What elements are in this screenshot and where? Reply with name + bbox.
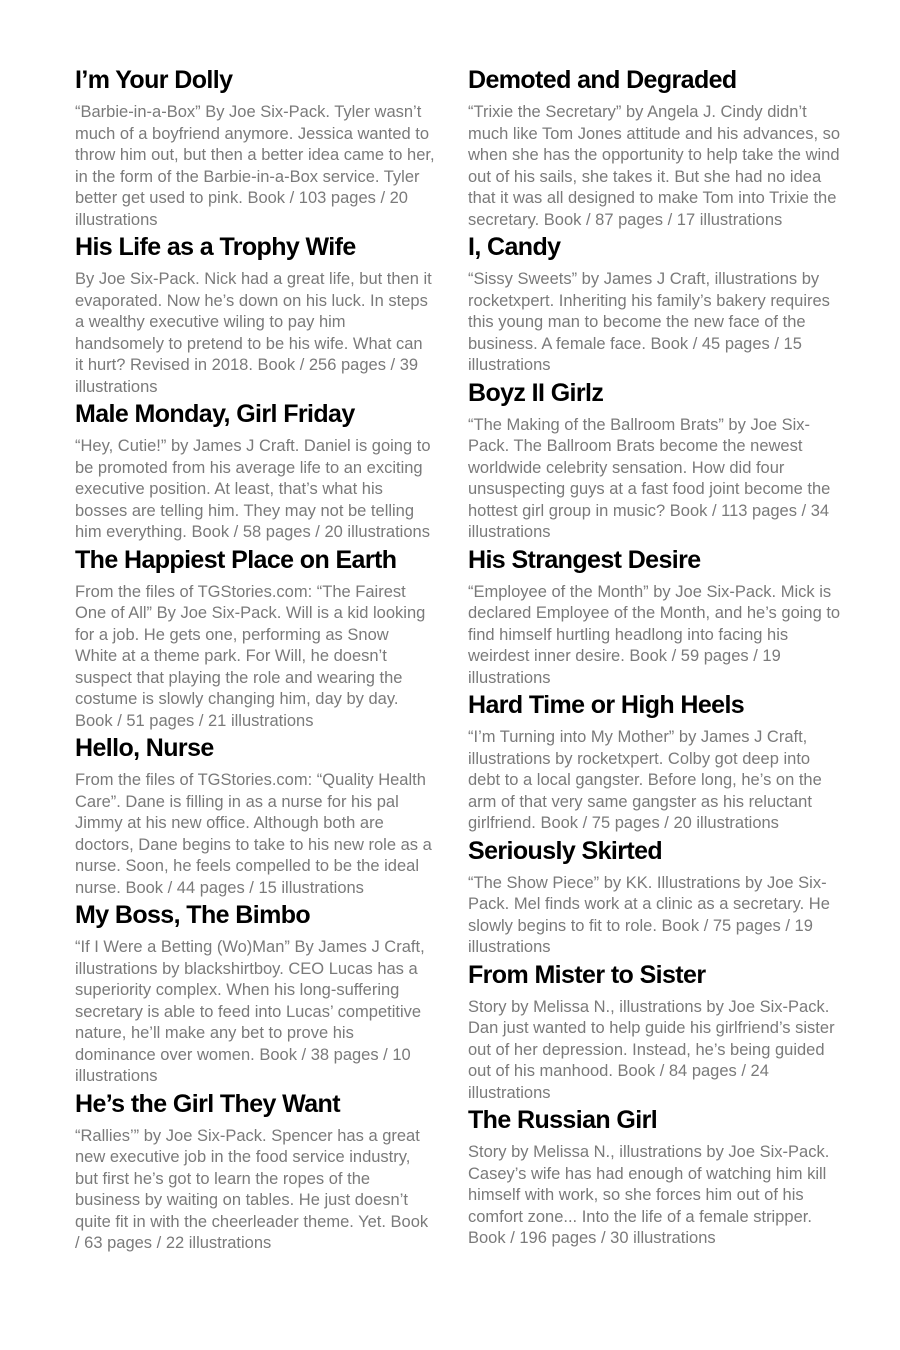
book-title: Male Monday, Girl Friday xyxy=(75,400,355,428)
book-title: The Happiest Place on Earth xyxy=(75,545,397,574)
book-listing xyxy=(75,1090,435,1255)
book-title: Hard Time or High Heels xyxy=(468,691,745,719)
book-description: “Hey, Cutie!” by James J Craft. Daniel is going to be promoted from his average life to an exciting executive position. At least, that’s what his bosses are telling him. They may not be telling him everything. Book / 58 pages / 20 illustrations xyxy=(75,437,431,541)
column-left xyxy=(75,66,435,1257)
book-title: Boyz II Girlz xyxy=(468,378,604,407)
book-description: “The Making of the Ballroom Brats” by Joe Six-Pack. The Ballroom Brats become the newest worldwide celebrity sensation. How did four unsuspecting guys at a fast food joint become the hottest girl group in music? Book / 113 pages / 34 illustrations xyxy=(468,415,831,541)
book-title: Seriously Skirted xyxy=(468,836,663,865)
book-listing xyxy=(75,400,435,544)
book-description: “If I Were a Betting (Wo)Man” By James J Craft, illustrations by blackshirtboy. CEO Lucas has a superiority complex. When his long-suffering secretary is able to feed into Lucas’ competitive nature, he’ll make any bet to prove his dominance over women. Book / 38 pages / 10 illustrations xyxy=(75,938,425,1085)
book-description: “Rallies’” by Joe Six-Pack. Spencer has a great new executive job in the food service industry, but first he’s got to learn the ropes of the business by waiting on tables. He just doesn’t quite fit in with the cheerleader theme. Yet. Book / 63 pages / 22 illustrations xyxy=(75,1126,429,1252)
book-description: “Employee of the Month” by Joe Six-Pack. Mick is declared Employee of the Month, and he’s going to find himself hurtling headlong into facing his weirdest inner desire. Book / 59 pages / 19 illustrations xyxy=(468,582,841,687)
book-listing xyxy=(468,837,845,959)
book-listing xyxy=(75,546,435,733)
book-description: “Barbie-in-a-Box” By Joe Six-Pack. Tyler wasn’t much of a boyfriend anymore. Jessica wanted to throw him out, but then a better idea came to her, in the form of the Barbie-in-a-Box service. Tyler better get used to pink. Book / 103 pages / 20 illustrations xyxy=(75,103,435,229)
book-listing xyxy=(468,66,845,231)
book-description: “I’m Turning into My Mother” by James J Craft, illustrations by rocketxpert. Colby got deep into debt to a local gangster. Before long, he’s on the arm of that very same gangster as his reluctant girlfriend. Book / 75 pages / 20 illustrations xyxy=(468,728,822,832)
book-title: From Mister to Sister xyxy=(468,960,706,989)
book-title: Demoted and Degraded xyxy=(468,66,737,94)
book-listing xyxy=(468,691,845,835)
book-title: The Russian Girl xyxy=(468,1106,658,1134)
book-listing xyxy=(468,233,845,377)
book-description: “The Show Piece” by KK. Illustrations by Joe Six-Pack. Mel finds work at a clinic as a secretary. He slowly begins to fit to role. Book / 75 pages / 19 illustrations xyxy=(468,873,830,956)
book-listing xyxy=(75,901,435,1088)
book-description: “Sissy Sweets” by James J Craft, illustrations by rocketxpert. Inheriting his family’s bakery requires this young man to become the new face of the business. A female face. Book / 45 pages / 15 illustrations xyxy=(468,270,830,374)
book-title: My Boss, The Bimbo xyxy=(75,901,311,929)
column-right xyxy=(468,66,845,1257)
book-description: By Joe Six-Pack. Nick had a great life, but then it evaporated. Now he’s down on his luck. In steps a wealthy executive wiling to pay him handsomely to pretend to be his wife. What can it hurt? Revised in 2018. Book / 256 pages / 39 illustrations xyxy=(75,270,432,396)
book-title: Hello, Nurse xyxy=(75,734,214,762)
book-listing xyxy=(75,66,435,231)
book-listing xyxy=(75,734,435,899)
catalog-columns xyxy=(75,66,845,1257)
book-title: I’m Your Dolly xyxy=(75,66,233,94)
book-listing xyxy=(468,546,845,690)
book-title: He’s the Girl They Want xyxy=(75,1089,340,1118)
book-listing xyxy=(468,1106,845,1250)
book-listing xyxy=(468,961,845,1105)
book-title: His Strangest Desire xyxy=(468,545,701,574)
book-listing xyxy=(75,233,435,398)
book-description: From the files of TGStories.com: “Quality Health Care”. Dane is filling in as a nurse for his pal Jimmy at his new office. Although both are doctors, Dane begins to take to his new role as a nurse. Soon, he feels compelled to be the ideal nurse. Book / 44 pages / 15 illustrations xyxy=(75,771,432,897)
book-description: From the files of TGStories.com: “The Fairest One of All” By Joe Six-Pack. Will is a kid looking for a job. He gets one, performing as Snow White at a theme park. For Will, he doesn’t suspect that playing the role and wearing the costume is slowly changing him, day by day. Book / 51 pages / 21 illustrations xyxy=(75,582,426,730)
book-title: His Life as a Trophy Wife xyxy=(75,233,356,261)
book-description: Story by Melissa N., illustrations by Joe Six-Pack. Dan just wanted to help guide his girlfriend’s sister out of her depression. Instead, he’s being guided out of his manhood. Book / 84 pages / 24 illustrations xyxy=(468,997,835,1102)
book-description: “Trixie the Secretary” by Angela J. Cindy didn’t much like Tom Jones attitude and his advances, so when she has the opportunity to help take the wind out of his sails, she takes it. But she had no idea that it was all designed to make Tom into Trixie the secretary. Book / 87 pages / 17 illustrations xyxy=(468,103,841,229)
book-listing xyxy=(468,379,845,544)
book-title: I, Candy xyxy=(468,233,561,261)
book-description: Story by Melissa N., illustrations by Joe Six-Pack. Casey’s wife has had enough of watching him kill himself with work, so she forces him out of his comfort zone... Into the life of a female stripper. Book / 196 pages / 30 illustrations xyxy=(468,1143,830,1247)
